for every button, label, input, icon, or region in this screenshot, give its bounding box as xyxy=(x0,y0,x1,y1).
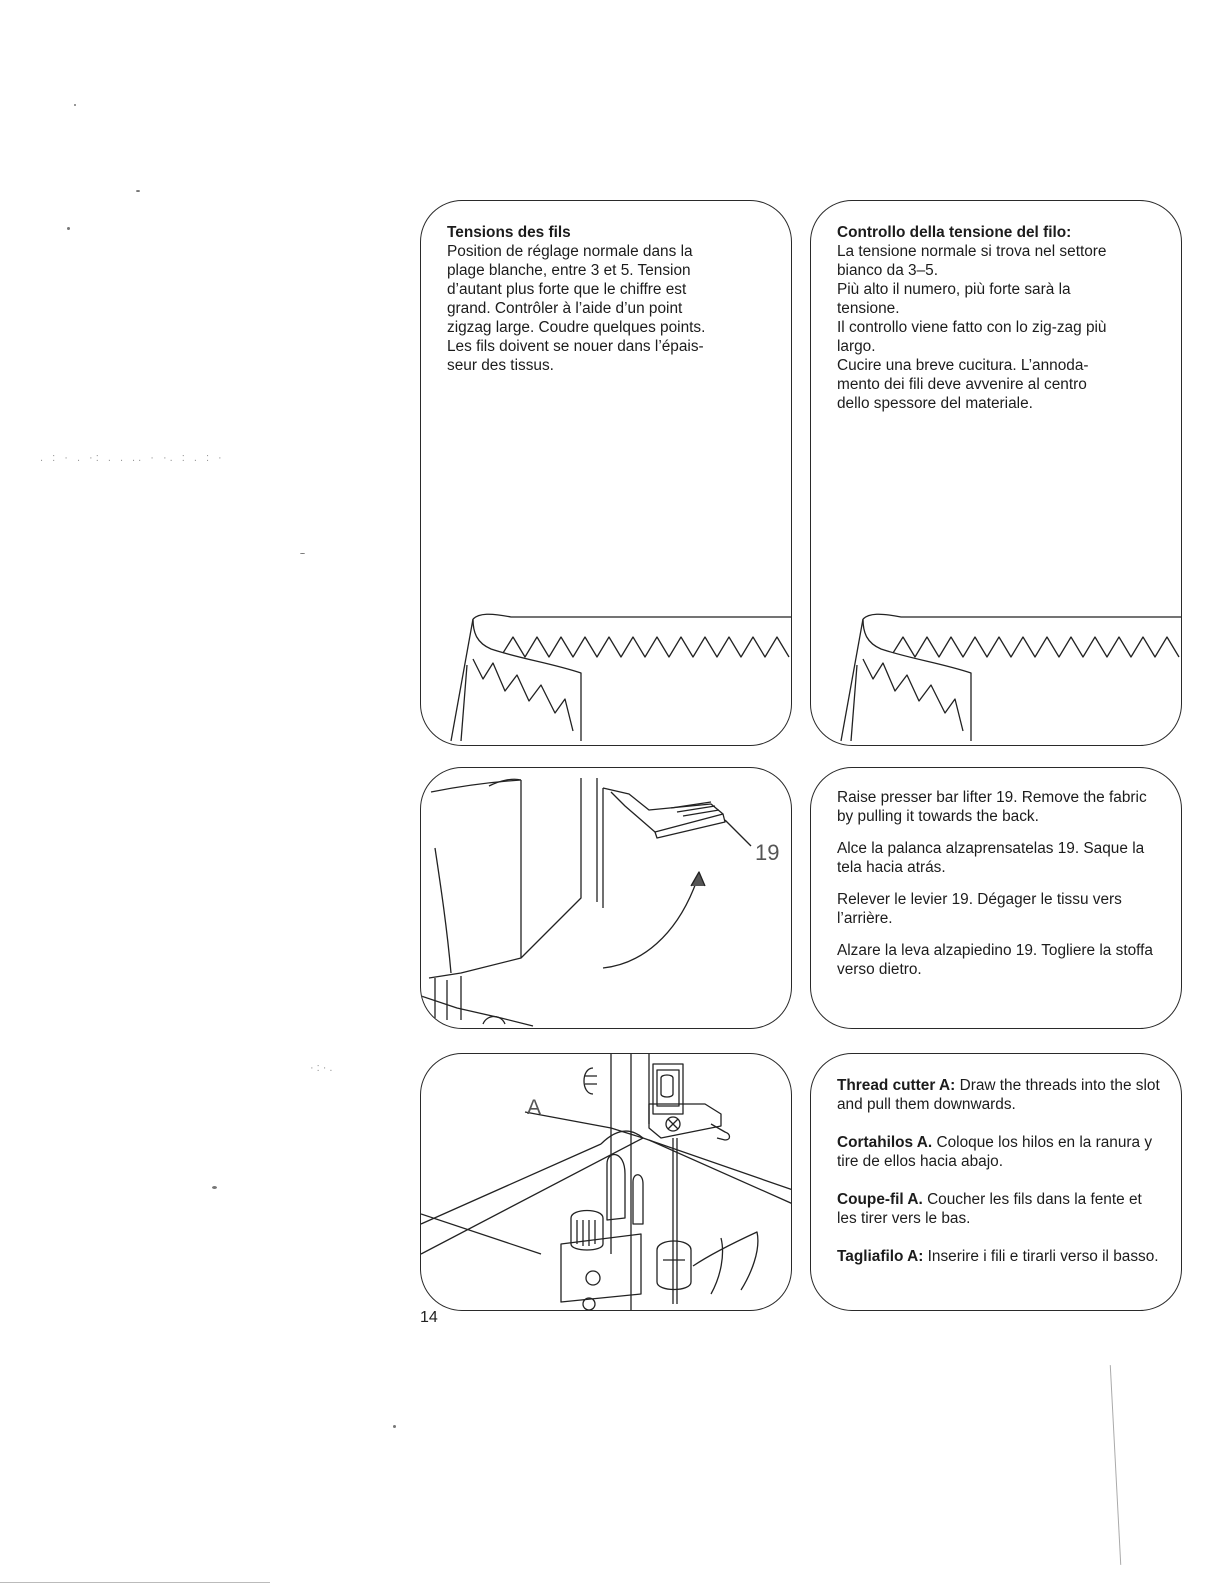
thread-cutter-english-text: Draw the threads into the slot and pull them downwards. xyxy=(837,1077,1160,1113)
scan-streak xyxy=(0,1582,270,1583)
tension-french-line: plage blanche, entre 3 et 5. Tension xyxy=(447,262,691,279)
thread-cutter-spanish-label: Cortahilos A. xyxy=(837,1134,933,1151)
tension-italian-line: mento dei fili deve avvenire al centro xyxy=(837,376,1087,393)
scan-streak xyxy=(1110,1365,1121,1565)
tension-italian-line: tensione. xyxy=(837,300,900,317)
presser-bar-lifter-illustration xyxy=(421,768,792,1029)
scan-speck xyxy=(300,553,305,554)
presser-bar-instructions-text xyxy=(837,788,1163,979)
thread-cutter-spanish xyxy=(837,1133,1163,1171)
tension-italian-text xyxy=(837,223,1163,413)
thread-cutter-french xyxy=(837,1190,1163,1228)
scan-speck xyxy=(74,104,76,106)
scan-smudge: . : · . ·: . . .. · ·. : . : · xyxy=(40,452,225,464)
thread-cutter-instructions-text xyxy=(837,1076,1163,1266)
tension-french-line: zigzag large. Coudre quelques points. xyxy=(447,319,706,336)
tension-italian-line: La tensione normale si trova nel settore xyxy=(837,243,1107,260)
tension-italian-line: bianco da 3–5. xyxy=(837,262,938,279)
thread-cutter-instructions-panel xyxy=(810,1053,1182,1311)
presser-bar-instructions-panel xyxy=(810,767,1182,1029)
scan-smudge: ·:·. xyxy=(310,1062,336,1074)
scan-speck xyxy=(67,227,70,230)
tension-italian-line: largo. xyxy=(837,338,876,355)
thread-cutter-french-label: Coupe-fil A. xyxy=(837,1191,923,1208)
lifter-callout-label: 19 xyxy=(755,840,780,865)
tension-french-text xyxy=(447,223,773,375)
presser-bar-italian: Alzare la leva alzapiedino 19. Togliere la stoffa verso dietro. xyxy=(837,942,1153,978)
tension-italian-line: Più alto il numero, più forte sarà la xyxy=(837,281,1071,298)
tension-italian-title: Controllo della tensione del filo: xyxy=(837,224,1072,241)
thread-cutter-illustration xyxy=(421,1054,792,1311)
scan-speck xyxy=(212,1186,217,1189)
tension-french-line: seur des tissus. xyxy=(447,357,554,374)
tension-french-line: Position de réglage normale dans la xyxy=(447,243,693,260)
tension-italian-line: Cucire una breve cucitura. L’annoda- xyxy=(837,357,1089,374)
thread-cutter-french-text: Coucher les fils dans la fente et les tirer vers le bas. xyxy=(837,1191,1142,1227)
tension-french-panel xyxy=(420,200,792,746)
thread-cutter-illustration-panel xyxy=(420,1053,792,1311)
tension-italian-panel xyxy=(810,200,1182,746)
zigzag-stitch-illustration xyxy=(421,605,792,745)
thread-cutter-italian-text: Inserire i fili e tirarli verso il basso. xyxy=(927,1248,1159,1265)
zigzag-stitch-illustration xyxy=(811,605,1182,745)
thread-cutter-italian-label: Tagliafilo A: xyxy=(837,1248,924,1265)
thread-cutter-italian xyxy=(837,1247,1163,1266)
thread-cutter-spanish-text: Coloque los hilos en la ranura y tire de ellos hacia abajo. xyxy=(837,1134,1153,1170)
page-number: 14 xyxy=(420,1309,438,1326)
scan-speck xyxy=(393,1425,396,1428)
tension-french-line: d’autant plus forte que le chiffre est xyxy=(447,281,687,298)
presser-bar-illustration-panel xyxy=(420,767,792,1029)
presser-bar-english: Raise presser bar lifter 19. Remove the fabric by pulling it towards the back. xyxy=(837,789,1147,825)
scan-speck xyxy=(136,190,140,192)
tension-italian-line: Il controllo viene fatto con lo zig-zag più xyxy=(837,319,1107,336)
presser-bar-spanish: Alce la palanca alzaprensatelas 19. Saque la tela hacia atrás. xyxy=(837,840,1145,876)
thread-cutter-english xyxy=(837,1076,1163,1114)
tension-french-line: grand. Contrôler à l’aide d’un point xyxy=(447,300,683,317)
presser-bar-french: Relever le levier 19. Dégager le tissu vers l’arrière. xyxy=(837,891,1122,927)
cutter-callout-label: A xyxy=(527,1096,542,1119)
tension-french-line: Les fils doivent se nouer dans l’épais- xyxy=(447,338,704,355)
thread-cutter-english-label: Thread cutter A: xyxy=(837,1077,956,1094)
tension-french-title: Tensions des fils xyxy=(447,224,571,241)
tension-italian-line: dello spessore del materiale. xyxy=(837,395,1033,412)
